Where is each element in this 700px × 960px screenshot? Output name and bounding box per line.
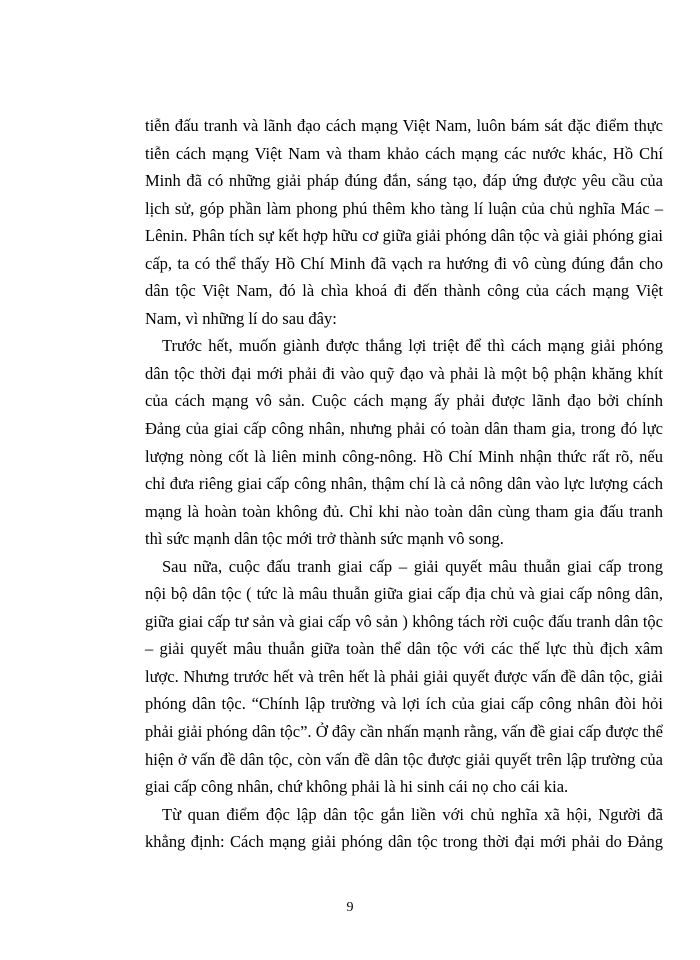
text-line: Sau nữa, cuộc đấu tranh giai cấp – giải quyết mâu thuẫn giai cấp trong	[162, 556, 663, 576]
text-line: phóng dân tộc. “Chính lập trường và lợi ích của giai cấp công nhân đòi hỏi	[145, 694, 663, 714]
text-line: Minh đã có những giải pháp đúng đắn, sáng tạo, đáp ứng được yêu cầu của	[145, 171, 663, 191]
text-line: dân tộc Việt Nam, đó là chìa khoá đi đến thành công của cách mạng Việt	[145, 281, 663, 301]
text-line: nội bộ dân tộc ( tức là mâu thuẫn giữa giai cấp địa chủ và giai cấp nông dân,	[145, 584, 663, 604]
text-line: lược. Nhưng trước hết và trên hết là phải giải quyết được vấn đề dân tộc, giải	[145, 666, 663, 686]
text-line: giai cấp công nhân, chứ không phải là hi sinh cái nọ cho cái kia.	[145, 777, 569, 797]
text-line: giữa giai cấp tư sản và giai cấp vô sản ) không tách rời cuộc đấu tranh dân tộc	[145, 611, 663, 631]
text-line: tiễn đấu tranh và lãnh đạo cách mạng Việt Nam, luôn bám sát đặc điểm thực	[145, 116, 663, 135]
text-line: dân tộc thời đại mới phải đi vào quỹ đạo và phải là một bộ phận khăng khít	[145, 363, 663, 383]
page-number: 9	[346, 900, 354, 915]
text-line: mạng là hoàn toàn không đủ. Chỉ khi nào toàn dân cùng tham gia đấu tranh	[145, 501, 663, 521]
text-line: tiễn cách mạng Việt Nam và tham khảo cách mạng các nước khác, Hồ Chí	[145, 143, 663, 163]
text-line: Nam, vì những lí do sau đây:	[145, 308, 337, 328]
text-line: của cách mạng vô sản. Cuộc cách mạng ấy phải được lãnh đạo bởi chính	[145, 391, 663, 411]
text-line: phải giải phóng dân tộc”. Ở đây cần nhấn mạnh rằng, vấn đề giai cấp được thể	[145, 722, 663, 742]
body-text	[145, 112, 663, 856]
text-line: Từ quan điểm độc lập dân tộc gắn liền với chủ nghĩa xã hội, Người đã	[162, 804, 663, 824]
text-line: chỉ đưa riêng giai cấp công nhân, thậm chí là cả nông dân vào lực lượng cách	[145, 474, 663, 494]
text-line: Đảng của giai cấp công nhân, nhưng phải có toàn dân tham gia, trong đó lực	[145, 419, 663, 439]
text-line: hiện ở vấn đề dân tộc, còn vấn đề dân tộc được giải quyết trên lập trường của	[145, 749, 663, 769]
text-line: cấp, ta có thể thấy Hồ Chí Minh đã vạch ra hướng đi vô cùng đúng đắn cho	[145, 253, 663, 273]
text-line: Trước hết, muốn giành được thắng lợi triệt để thì cách mạng giải phóng	[162, 336, 663, 356]
text-line: Lênin. Phân tích sự kết hợp hữu cơ giữa giải phóng dân tộc và giải phóng giai	[145, 226, 663, 246]
text-line: – giải quyết mâu thuẫn giữa toàn thể dân tộc với các thế lực thù địch xâm	[145, 639, 663, 659]
text-line: thì sức mạnh dân tộc mới trở thành sức mạnh vô song.	[145, 529, 504, 549]
text-line: khẳng định: Cách mạng giải phóng dân tộc trong thời đại mới phải do Đảng	[145, 832, 663, 852]
text-line: lượng nòng cốt là liên minh công-nông. Hồ Chí Minh nhận thức rất rõ, nếu	[145, 446, 663, 466]
text-line: lịch sử, góp phần làm phong phú thêm kho tàng lí luận của chủ nghĩa Mác –	[145, 198, 663, 218]
